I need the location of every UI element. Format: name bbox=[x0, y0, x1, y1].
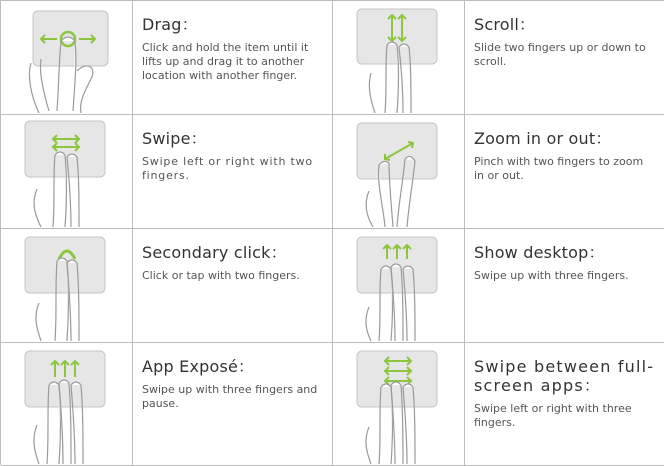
zoom-gesture-text bbox=[465, 115, 664, 229]
scroll-title: Scroll： bbox=[474, 15, 536, 34]
swipe-title: Swipe： bbox=[142, 129, 207, 148]
swipe-fullscreen-apps-title: Swipe between full-screen apps： bbox=[474, 357, 655, 395]
zoom-gesture-illustration bbox=[333, 115, 465, 229]
app-expose-gesture-icon bbox=[1, 343, 132, 465]
secondary-click-title: Secondary click： bbox=[142, 243, 287, 262]
app-expose-title: App Exposé： bbox=[142, 357, 255, 376]
scroll-gesture-illustration bbox=[333, 1, 465, 115]
show-desktop-description: Swipe up with three fingers. bbox=[474, 269, 629, 282]
drag-gesture-illustration bbox=[1, 1, 133, 115]
drag-description: Click and hold the item until it lifts up and drag it to another location with another finger. bbox=[142, 41, 309, 82]
show-desktop-title: Show desktop： bbox=[474, 243, 605, 262]
swipe-gesture-illustration bbox=[1, 115, 133, 229]
zoom-description: Pinch with two fingers to zoom in or out. bbox=[474, 155, 644, 182]
scroll-gesture-text bbox=[465, 1, 664, 115]
zoom-gesture-icon bbox=[333, 115, 464, 228]
swipe-gesture-icon bbox=[1, 115, 132, 228]
secondary-click-description: Click or tap with two fingers. bbox=[142, 269, 300, 282]
show-desktop-gesture-text bbox=[465, 229, 664, 343]
swipe-gesture-text bbox=[133, 115, 333, 229]
scroll-description: Slide two fingers up or down to scroll. bbox=[474, 41, 646, 68]
scroll-gesture-icon bbox=[333, 1, 464, 114]
swipe-description: Swipe left or right with two fingers. bbox=[142, 155, 313, 182]
secondary-click-gesture-illustration bbox=[1, 229, 133, 343]
secondary-click-gesture-icon bbox=[1, 229, 132, 342]
drag-gesture-text bbox=[133, 1, 333, 115]
drag-gesture-icon bbox=[1, 1, 132, 114]
app-expose-gesture-illustration bbox=[1, 343, 133, 466]
drag-title: Drag： bbox=[142, 15, 198, 34]
app-expose-gesture-text bbox=[133, 343, 333, 466]
swipe-fullscreen-apps-gesture-icon bbox=[333, 343, 464, 465]
show-desktop-gesture-icon bbox=[333, 229, 464, 342]
swipe-fullscreen-apps-gesture-text bbox=[465, 343, 664, 466]
zoom-title: Zoom in or out： bbox=[474, 129, 612, 148]
swipe-fullscreen-apps-description: Swipe left or right with three fingers. bbox=[474, 402, 632, 429]
swipe-fullscreen-apps-gesture-illustration bbox=[333, 343, 465, 466]
app-expose-description: Swipe up with three fingers and pause. bbox=[142, 383, 318, 410]
secondary-click-gesture-text bbox=[133, 229, 333, 343]
show-desktop-gesture-illustration bbox=[333, 229, 465, 343]
